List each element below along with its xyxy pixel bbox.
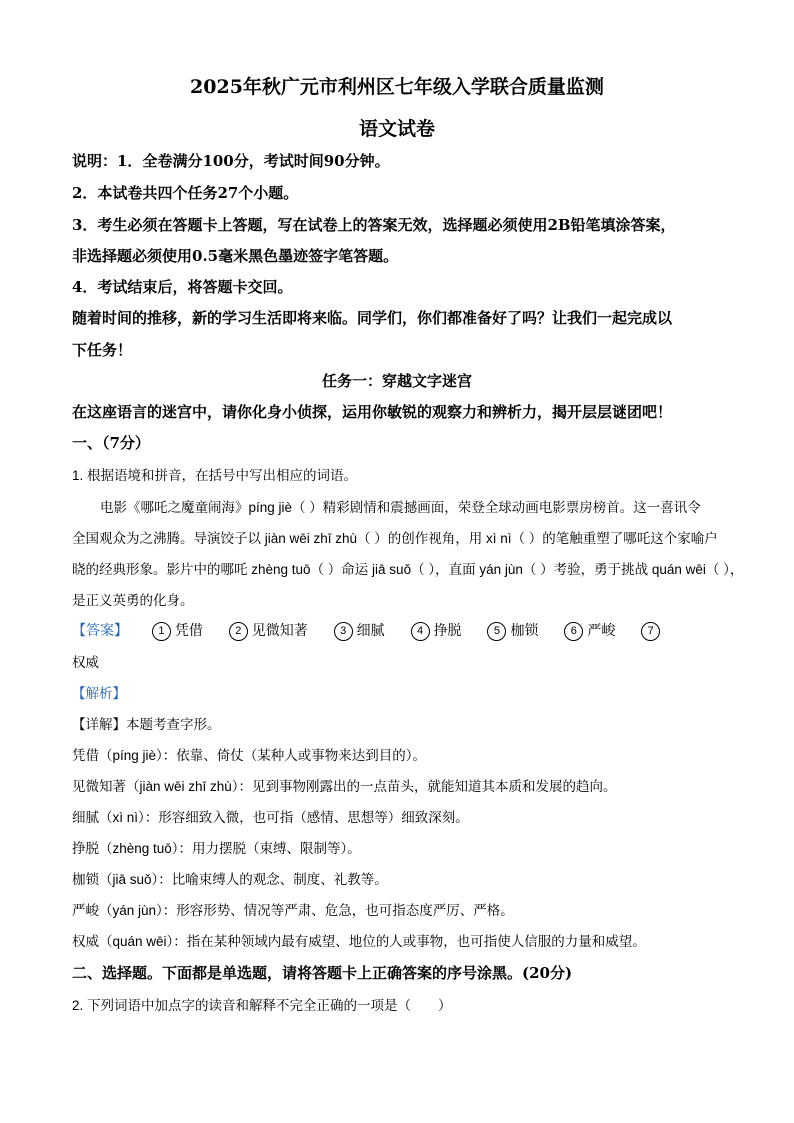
instruction-line: 3．考生必须在答题卡上答题，写在试卷上的答案无效，选择题必须使用2B铅笔填涂答案， xyxy=(72,216,676,234)
answer-item xyxy=(564,620,615,641)
analysis-label: 【解析】 xyxy=(72,686,126,701)
answer-item xyxy=(229,620,308,641)
analysis-line: 权威（quán wēi）：指在某种领域内最有威望、地位的人或事物，也可指使人信服的力量和威望。 xyxy=(72,934,646,949)
intro-line: 随着时间的推移，新的学习生活即将来临。同学们，你们都准备好了吗？让我们一起完成以 xyxy=(72,309,673,327)
section-one-heading: 一、（7分） xyxy=(72,434,150,452)
answer-text: 严峻 xyxy=(587,622,616,638)
exam-title: 2025年秋广元市利州区七年级入学联合质量监测 xyxy=(190,76,604,98)
question-1: 1. 根据语境和拼音，在括号中写出相应的词语。 xyxy=(72,468,358,483)
analysis-line: 挣脱（zhèng tuō）：用力摆脱（束缚、限制等）。 xyxy=(72,841,361,856)
intro-line: 下任务！ xyxy=(72,341,133,359)
passage-line: 全国观众为之沸腾。导演饺子以 jiàn wēi zhī zhù（ ）的创作视角，用 xì nì（ ）的笔触重塑了哪吒这个家喻户 xyxy=(72,531,718,546)
passage-line: 晓的经典形象。影片中的哪吒 zhèng tuō（ ）命运 jiā suǒ（ ），直面 yán jùn（ ）考验，勇于挑战 quán wēi（ ）， xyxy=(72,562,744,577)
passage-line: 是正义英勇的化身。 xyxy=(72,593,194,608)
passage-line: 电影《哪吒之魔童闹海》píng jiè（ ）精彩剧情和震撼画面，荣登全球动画电影票房榜首。这一喜讯令 xyxy=(100,500,701,515)
task1-heading: 任务一：穿越文字迷宫 xyxy=(321,372,472,390)
instruction-line: 4．考试结束后，将答题卡交回。 xyxy=(72,278,293,296)
answer-item xyxy=(487,620,538,641)
answer-row xyxy=(72,620,664,641)
answer-item xyxy=(641,622,664,641)
analysis-line: 严峻（yán jùn）：形容形势、情况等严肃、危急，也可指态度严厉、严格。 xyxy=(72,903,514,918)
section-two-heading: 二、选择题。下面都是单选题，请将答题卡上正确答案的序号涂黑。(20分) xyxy=(72,964,573,982)
answer-item xyxy=(334,620,385,641)
circled-number: 7 xyxy=(641,622,660,641)
instruction-line: 非选择题必须使用0.5毫米黑色墨迹签字笔答题。 xyxy=(72,247,399,265)
circled-number: 2 xyxy=(229,622,248,641)
analysis-line: 见微知著（jiàn wēi zhī zhù）：见到事物刚露出的一点苗头，就能知道其本质和发展的趋向。 xyxy=(72,779,617,794)
instruction-line: 说明：1．全卷满分100分，考试时间90分钟。 xyxy=(72,152,390,170)
exam-subtitle: 语文试卷 xyxy=(358,118,435,140)
answer-wrap-text: 权威 xyxy=(72,655,99,670)
answer-item xyxy=(411,620,462,641)
answer-text: 枷锁 xyxy=(510,622,539,638)
task1-description: 在这座语言的迷宫中，请你化身小侦探，运用你敏锐的观察力和辨析力，揭开层层谜团吧！ xyxy=(72,403,673,421)
analysis-detail: 【详解】本题考查字形。 xyxy=(72,717,221,732)
analysis-line: 细腻（xì nì）：形容细致入微，也可指（感情、思想等）细致深刻。 xyxy=(72,810,469,825)
circled-number: 4 xyxy=(411,622,430,641)
circled-number: 1 xyxy=(152,622,171,641)
answer-text: 见微知著 xyxy=(251,622,308,638)
answer-text: 凭借 xyxy=(174,622,203,638)
answer-text: 细腻 xyxy=(356,622,385,638)
analysis-line: 凭借（píng jiè）：依靠、倚仗（某种人或事物来达到目的）。 xyxy=(72,748,427,763)
answer-text: 挣脱 xyxy=(433,622,462,638)
analysis-line: 枷锁（jiā suǒ）：比喻束缚人的观念、制度、礼教等。 xyxy=(72,872,388,887)
question-2: 2. 下列词语中加点字的读音和解释不完全正确的一项是（ ） xyxy=(72,998,452,1013)
answer-label: 【答案】 xyxy=(72,622,128,638)
circled-number: 5 xyxy=(487,622,506,641)
circled-number: 6 xyxy=(564,622,583,641)
instruction-line: 2．本试卷共四个任务27个小题。 xyxy=(72,184,299,202)
circled-number: 3 xyxy=(334,622,353,641)
answer-item xyxy=(152,620,203,641)
